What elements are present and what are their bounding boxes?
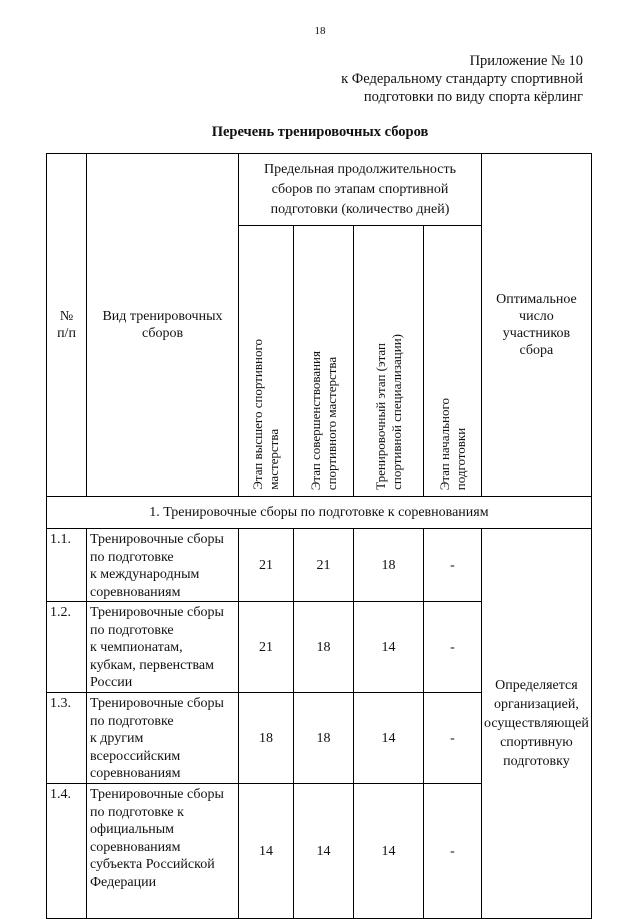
training-camps-table: [46, 153, 592, 919]
stage-4-label: Этап начального подготовки: [436, 397, 468, 490]
row-num: 1.3.: [47, 693, 87, 784]
stage-3-label: Тренировочный этап (этап спортивной специализации): [372, 334, 404, 490]
stage-2-label: Этап совершенствования спортивного мастерства: [307, 350, 339, 490]
header-optimal: Оптимальное число участников сбора: [482, 154, 592, 497]
header-kind: Вид тренировочных сборов: [87, 154, 239, 497]
row-value-stage-3: 14: [354, 602, 424, 693]
row-value-stage-1: 21: [239, 602, 294, 693]
header-stage-4: [424, 226, 482, 497]
page-number: 18: [314, 25, 326, 37]
section-row: [47, 497, 592, 529]
row-kind: Тренировочные сборы по подготовке к другим всероссийским соревнованиям: [87, 693, 239, 784]
row-kind: Тренировочные сборы по подготовке к чемпионатам, кубкам, первенствам России: [87, 602, 239, 693]
row-kind: Тренировочные сборы по подготовке к официальным соревнованиям субъекта Российской Федерации: [87, 784, 239, 919]
row-value-stage-2: 21: [294, 529, 354, 602]
row-kind: Тренировочные сборы по подготовке к международным соревнованиям: [87, 529, 239, 602]
row-num: 1.2.: [47, 602, 87, 693]
header-num: № п/п: [47, 154, 87, 497]
row-value-stage-4: -: [424, 529, 482, 602]
row-value-stage-3: 14: [354, 784, 424, 919]
appendix-line-1: Приложение № 10: [469, 53, 583, 69]
row-value-stage-3: 14: [354, 693, 424, 784]
appendix-line-2: к Федеральному стандарту спортивной: [341, 71, 583, 87]
row-value-stage-4: -: [424, 693, 482, 784]
row-value-stage-2: 14: [294, 784, 354, 919]
header-duration-group: Предельная продолжительность сборов по этапам спортивной подготовки (количество дней): [239, 154, 482, 226]
row-value-stage-2: 18: [294, 602, 354, 693]
appendix-header: [341, 52, 583, 106]
row-value-stage-1: 18: [239, 693, 294, 784]
row-value-stage-2: 18: [294, 693, 354, 784]
stage-1-label: Этап высшего спортивного мастерства: [250, 339, 281, 490]
table-row: [47, 529, 592, 602]
appendix-line-3: подготовки по виду спорта кёрлинг: [363, 89, 583, 105]
row-value-stage-1: 21: [239, 529, 294, 602]
row-num: 1.4.: [47, 784, 87, 919]
row-value-stage-4: -: [424, 602, 482, 693]
header-row-1: [47, 154, 592, 226]
optimal-note: Определяется организацией, осуществляющей спортивную подготовку: [482, 529, 592, 919]
row-num: 1.1.: [47, 529, 87, 602]
row-value-stage-3: 18: [354, 529, 424, 602]
row-value-stage-4: -: [424, 784, 482, 919]
header-stage-2: [294, 226, 354, 497]
header-stage-1: [239, 226, 294, 497]
section-1-label: 1. Тренировочные сборы по подготовке к соревнованиям: [47, 497, 592, 529]
document-title: Перечень тренировочных сборов: [211, 124, 429, 140]
header-stage-3: [354, 226, 424, 497]
row-value-stage-1: 14: [239, 784, 294, 919]
